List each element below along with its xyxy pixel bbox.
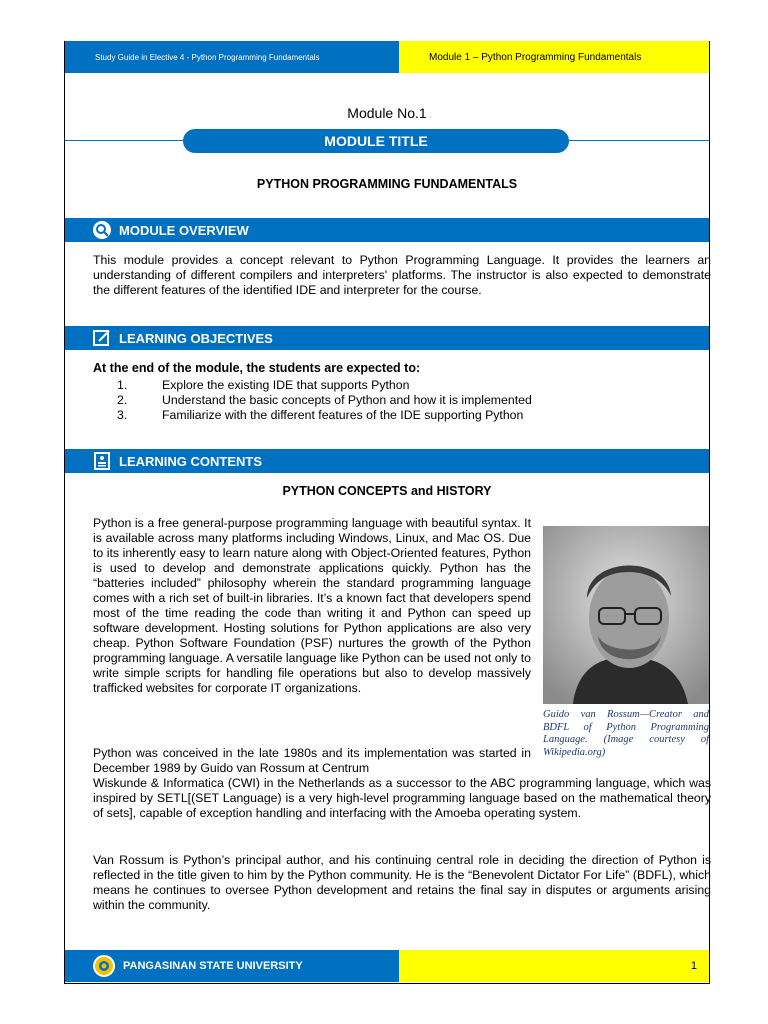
- page-header: [65, 41, 709, 73]
- objective-item: [117, 393, 532, 408]
- page-number: 1: [690, 960, 697, 972]
- contents-heading-band: [65, 449, 709, 473]
- objective-number: 1.: [117, 378, 128, 392]
- module-subtitle: PYTHON PROGRAMMING FUNDAMENTALS: [256, 177, 518, 191]
- module-number: Module No.1: [347, 105, 427, 121]
- objective-text: Explore the existing IDE that supports Python: [162, 378, 410, 392]
- edit-icon: [93, 329, 111, 347]
- module-title-label: MODULE TITLE: [183, 129, 569, 153]
- document-icon: [93, 452, 111, 470]
- history-paragraph-1: Python is a free general-purpose programming language with beautiful syntax. It is available across many platforms including Windows, Linux, and Mac OS. Due to its inherently easy to learn nature along with Object-Oriented features, Python is used to develop and demonstrate applications quickly. Python has the “batteries included” philosophy wherein the standard programming language comes with a rich set of built-in libraries. It’s a known fact that developers spend most of the time reading the code than writing it and Python can speed up software development. Hosting solutions for Python applications are also very cheap. Python Software Foundation (PSF) nurtures the growth of the Python programming language. A versatile language like Python can be used not only to write simple scripts for handling file operations but also to develop massively trafficked websites for corporate IT organizations.: [93, 516, 531, 695]
- photo-caption: Guido van Rossum—Creator and BDFL of Python Programming Language. (Image courtesy of Wikipedia.org): [543, 709, 709, 758]
- objective-number: 2.: [117, 393, 128, 407]
- magnifier-icon: [93, 221, 111, 239]
- overview-text: This module provides a concept relevant to Python Programming Language. It provides the learners an understanding of different compilers and interpreters' platforms. The instructor is also expected to demonstrate the different features of the identified IDE and interpreter for the course.: [93, 253, 711, 297]
- university-name: PANGASINAN STATE UNIVERSITY: [123, 960, 303, 972]
- university-seal-icon: [93, 955, 115, 977]
- overview-heading: MODULE OVERVIEW: [119, 222, 249, 238]
- objective-number: 3.: [117, 408, 128, 422]
- section-title: PYTHON CONCEPTS and HISTORY: [282, 484, 492, 498]
- footer-page-band: [399, 950, 709, 982]
- footer-university-band: [65, 950, 399, 982]
- objectives-list: [117, 378, 532, 423]
- contents-heading: LEARNING CONTENTS: [119, 453, 262, 469]
- objective-item: [117, 378, 532, 393]
- page-footer: [65, 950, 709, 982]
- header-study-guide: Study Guide in Elective 4 - Python Programming Fundamentals: [65, 41, 399, 73]
- history-paragraph-3: Van Rossum is Python’s principal author, and his continuing central role in deciding the direction of Python is reflected in the title given to him by the Python community. He is the “Benevolent Dictator For Life” (BDFL), which means he continues to oversee Python development and retains the final say in disputes or arguments arising within the community.: [93, 853, 711, 912]
- objective-item: [117, 408, 532, 423]
- header-module: Module 1 – Python Programming Fundamentals: [399, 41, 709, 73]
- objectives-intro: At the end of the module, the students are expected to:: [93, 361, 421, 375]
- objectives-heading: LEARNING OBJECTIVES: [119, 330, 273, 346]
- objective-text: Understand the basic concepts of Python and how it is implemented: [162, 393, 532, 407]
- history-paragraph-2-top: Python was conceived in the late 1980s and its implementation was started in December 1989 by Guido van Rossum at Centrum: [93, 746, 531, 775]
- objectives-heading-band: [65, 326, 709, 350]
- history-paragraph-2-bottom: Wiskunde & Informatica (CWI) in the Netherlands as a successor to the ABC programming language, which was inspired by SETL[(SET Language) is a very high-level programming language based on the mathematical theory of sets], capable of exception handling and interfacing with the Amoeba operating system.: [93, 776, 711, 820]
- overview-heading-band: [65, 218, 709, 242]
- objective-text: Familiarize with the different features of the IDE supporting Python: [162, 408, 524, 422]
- document-page: [64, 41, 710, 984]
- guido-portrait-photo: [543, 526, 709, 704]
